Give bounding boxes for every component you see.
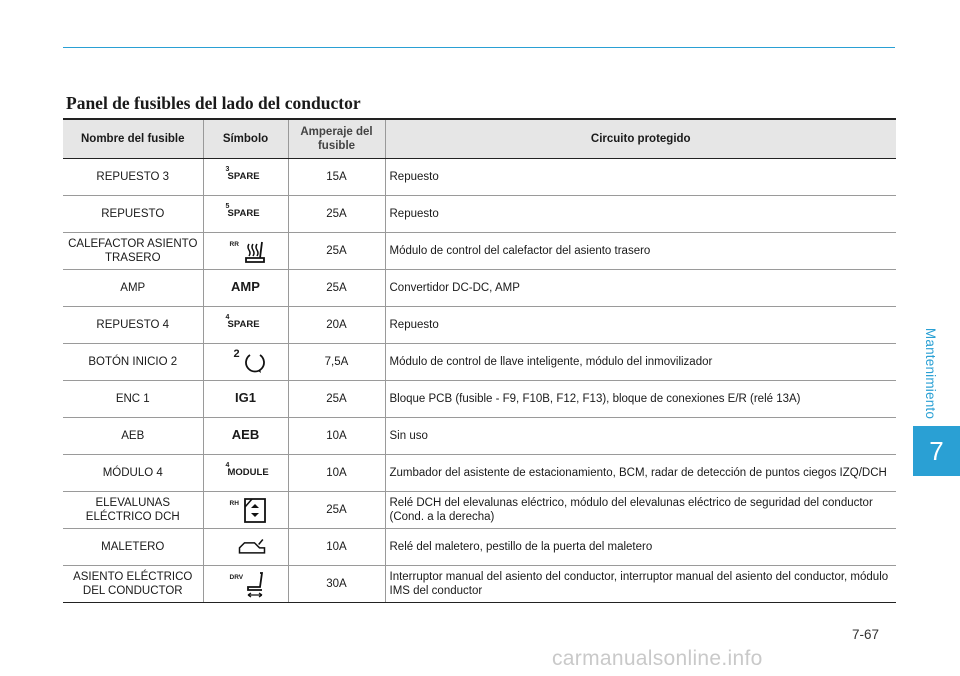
fuse-amperage: 10A — [288, 528, 385, 565]
header-circuit: Circuito protegido — [385, 119, 896, 158]
fuse-amperage: 15A — [288, 158, 385, 195]
symbol-number: 4 — [225, 461, 230, 469]
fuse-circuit: Convertidor DC-DC, AMP — [385, 269, 896, 306]
fuse-symbol — [203, 158, 288, 195]
table-row — [63, 454, 896, 491]
fuse-name: CALEFACTOR ASIENTO TRASERO — [63, 232, 203, 269]
fuse-name: ENC 1 — [63, 380, 203, 417]
fuse-name: REPUESTO — [63, 195, 203, 232]
fuse-name: MÓDULO 4 — [63, 454, 203, 491]
table-row — [63, 417, 896, 454]
fuse-circuit: Módulo de control de llave inteligente, módulo del inmovilizador — [385, 343, 896, 380]
symbol-tag: RR — [229, 240, 239, 248]
fuse-amperage: 25A — [288, 232, 385, 269]
fuse-symbol — [203, 232, 288, 269]
table-row — [63, 343, 896, 380]
table-row — [63, 528, 896, 565]
symbol-text: MODULE — [227, 466, 269, 478]
fuse-circuit: Repuesto — [385, 158, 896, 195]
section-label-text: Mantenimiento — [923, 327, 939, 419]
fuse-circuit: Repuesto — [385, 306, 896, 343]
table-row — [63, 380, 896, 417]
fuse-amperage: 25A — [288, 195, 385, 232]
fuse-name: AMP — [63, 269, 203, 306]
header-fuse-name: Nombre del fusible — [63, 119, 203, 158]
symbol-number: 3 — [225, 165, 230, 173]
fuse-symbol — [203, 343, 288, 380]
symbol-label — [225, 461, 269, 480]
fuse-amperage: 30A — [288, 565, 385, 602]
fuse-amperage: 7,5A — [288, 343, 385, 380]
fuse-symbol — [203, 306, 288, 343]
power-window-icon — [240, 495, 270, 525]
symbol-number: 5 — [225, 202, 230, 210]
header-symbol: Símbolo — [203, 119, 288, 158]
fuse-name: ELEVALUNAS ELÉCTRICO DCH — [63, 491, 203, 528]
symbol-text: IG1 — [235, 390, 256, 405]
fuse-amperage: 20A — [288, 306, 385, 343]
power-seat-icon — [240, 569, 270, 599]
fuse-amperage: 25A — [288, 491, 385, 528]
fuse-circuit: Relé del maletero, pestillo de la puerta del maletero — [385, 528, 896, 565]
page-number: 7-67 — [852, 627, 880, 642]
header-amperage: Amperaje del fusible — [288, 119, 385, 158]
fuse-name: REPUESTO 4 — [63, 306, 203, 343]
table-row — [63, 306, 896, 343]
start-button-icon — [240, 347, 270, 377]
seat-heater-icon — [240, 236, 270, 266]
symbol-text: AMP — [231, 279, 260, 294]
table-row — [63, 195, 896, 232]
fuse-symbol — [203, 491, 288, 528]
fuse-circuit: Interruptor manual del asiento del conductor, interruptor manual del asiento del conductor, módulo IMS del conductor — [385, 565, 896, 602]
fuse-symbol — [203, 417, 288, 454]
table-row — [63, 565, 896, 602]
fuse-name: MALETERO — [63, 528, 203, 565]
section-label — [916, 318, 946, 428]
fuse-symbol — [203, 380, 288, 417]
fuse-name: ASIENTO ELÉCTRICO DEL CONDUCTOR — [63, 565, 203, 602]
table-row — [63, 158, 896, 195]
symbol-label — [225, 202, 260, 221]
symbol-text: AEB — [231, 427, 260, 442]
table-row — [63, 491, 896, 528]
fuse-amperage: 25A — [288, 380, 385, 417]
fuse-name: BOTÓN INICIO 2 — [63, 343, 203, 380]
symbol-text: SPARE — [227, 170, 260, 182]
symbol-text: SPARE — [227, 318, 260, 330]
fuse-table — [63, 118, 896, 603]
table-row — [63, 232, 896, 269]
fuse-circuit: Repuesto — [385, 195, 896, 232]
fuse-circuit: Bloque PCB (fusible - F9, F10B, F12, F13), bloque de conexiones E/R (relé 13A) — [385, 380, 896, 417]
fuse-symbol — [203, 269, 288, 306]
watermark: carmanualsonline.info — [552, 647, 763, 670]
page-title: Panel de fusibles del lado del conductor — [66, 93, 361, 113]
fuse-amperage: 10A — [288, 417, 385, 454]
fuse-symbol — [203, 454, 288, 491]
fuse-amperage: 10A — [288, 454, 385, 491]
fuse-amperage: 25A — [288, 269, 385, 306]
fuse-circuit: Zumbador del asistente de estacionamiento, BCM, radar de detección de puntos ciegos IZQ/DCH — [385, 454, 896, 491]
fuse-circuit: Módulo de control del calefactor del asiento trasero — [385, 232, 896, 269]
symbol-label — [225, 313, 260, 332]
symbol-tag: 2 — [233, 347, 240, 360]
fuse-circuit: Relé DCH del elevalunas eléctrico, módulo del elevalunas eléctrico de seguridad del conductor (Cond. a la derecha) — [385, 491, 896, 528]
symbol-text: SPARE — [227, 207, 260, 219]
fuse-table-body — [63, 158, 896, 602]
fuse-symbol — [203, 565, 288, 602]
trunk-icon — [234, 532, 270, 562]
fuse-name: AEB — [63, 417, 203, 454]
table-header-row — [63, 119, 896, 158]
symbol-number: 4 — [225, 313, 230, 321]
fuse-symbol — [203, 528, 288, 565]
fuse-name: REPUESTO 3 — [63, 158, 203, 195]
symbol-label — [225, 165, 260, 184]
symbol-tag: RH — [229, 499, 239, 507]
top-rule — [63, 47, 895, 48]
fuse-symbol — [203, 195, 288, 232]
table-row — [63, 269, 896, 306]
symbol-tag: DRV — [229, 573, 244, 581]
chapter-tab: 7 — [913, 426, 960, 476]
fuse-circuit: Sin uso — [385, 417, 896, 454]
